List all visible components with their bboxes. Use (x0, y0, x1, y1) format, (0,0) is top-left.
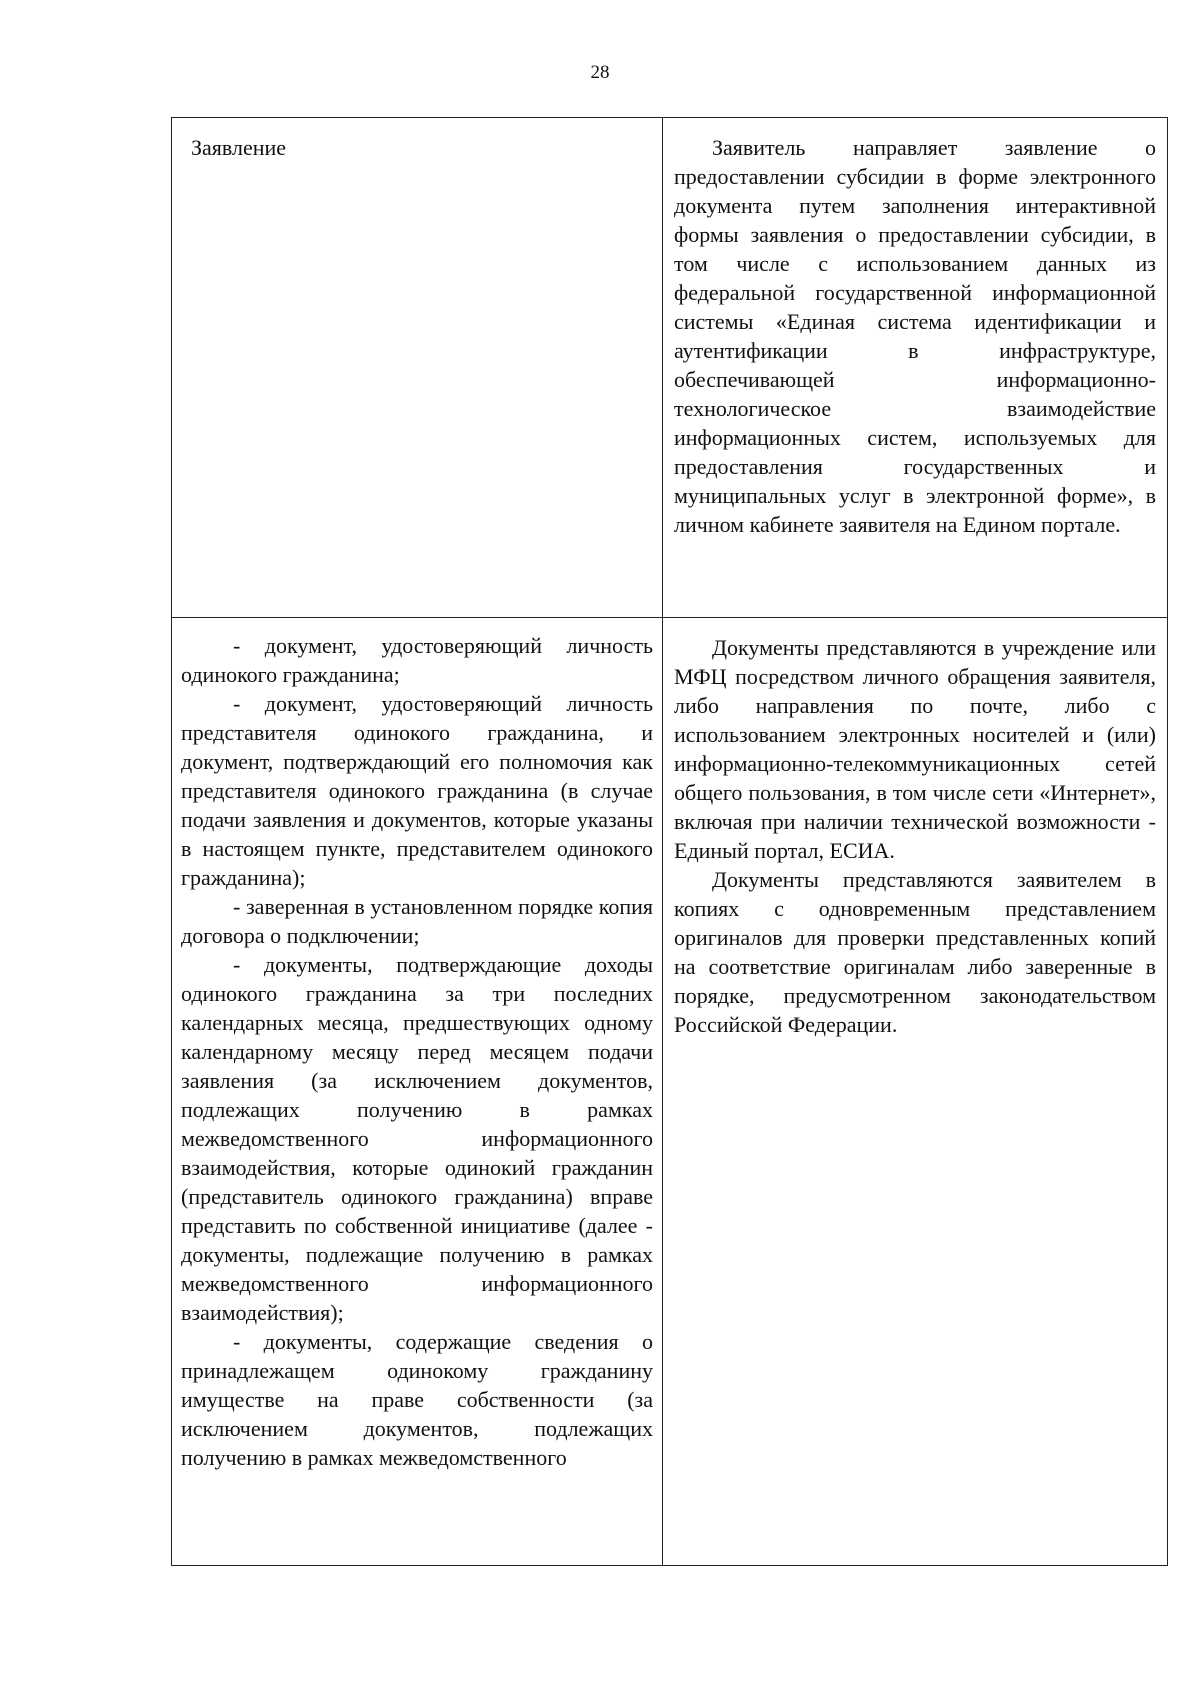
table-cell-right (663, 118, 1168, 618)
table-cell-left (172, 618, 663, 1566)
document-table (171, 117, 1168, 1566)
table-cell-left (172, 118, 663, 618)
table-row (172, 118, 1168, 618)
table-cell-right (663, 618, 1168, 1566)
list-item: - документы, содержащие сведения о принадлежащем одинокому гражданину имуществе на праве собственности (за исключением документов, подлежащих получению в рамках межведомственного (181, 1329, 653, 1470)
page-number: 28 (590, 62, 610, 83)
list-item: - документ, удостоверяющий личность представителя одинокого гражданина, и документ, подтверждающий его полномочия как представителя одинокого гражданина (в случае подачи заявления и документов, которые указаны в настоящем пункте, представителем одинокого гражданина); (181, 691, 653, 890)
table-row (172, 618, 1168, 1566)
cell-label-statement: Заявление (191, 135, 287, 160)
list-item: - заверенная в установленном порядке копия договора о подключении; (181, 894, 653, 948)
list-item: - документ, удостоверяющий личность одинокого гражданина; (181, 633, 653, 687)
paragraph: Документы представляются заявителем в копиях с одновременным представлением оригиналов для проверки представленных копий на соответствие оригиналам либо заверенные в порядке, предусмотренном законодательством Российской Федерации. (674, 867, 1156, 1037)
document-list (173, 619, 661, 1472)
list-item: - документы, подтверждающие доходы одинокого гражданина за три последних календарных месяца, предшествующих одному календарному месяцу перед месяцем подачи заявления (за исключением документов, подлежащих получению в рамках межведомственного информационного взаимодействия, которые одинокий гражданин (представитель одинокого гражданина) вправе представить по собственной инициативе (далее - документы, подлежащие получению в рамках межведомственного информационного взаимодействия); (181, 952, 653, 1325)
paragraph: Заявитель направляет заявление о предоставлении субсидии в форме электронного документа путем заполнения интерактивной формы заявления о предоставлении субсидии, в том числе с использованием данных из федеральной государственной информационной системы «Единая система идентификации и аутентификации в инфраструктуре, обеспечивающей информационно-технологическое взаимодействие информационных систем, используемых для предоставления государственных и муниципальных услуг в электронной форме», в личном кабинете заявителя на Едином портале. (674, 135, 1156, 537)
paragraph: Документы представляются в учреждение или МФЦ посредством личного обращения заявителя, либо направления по почте, либо с использованием электронных носителей и (или) информационно-телекоммуникационных сетей общего пользования, в том числе сети «Интернет», включая при наличии технической возможности - Единый портал, ЕСИА. (674, 635, 1156, 863)
